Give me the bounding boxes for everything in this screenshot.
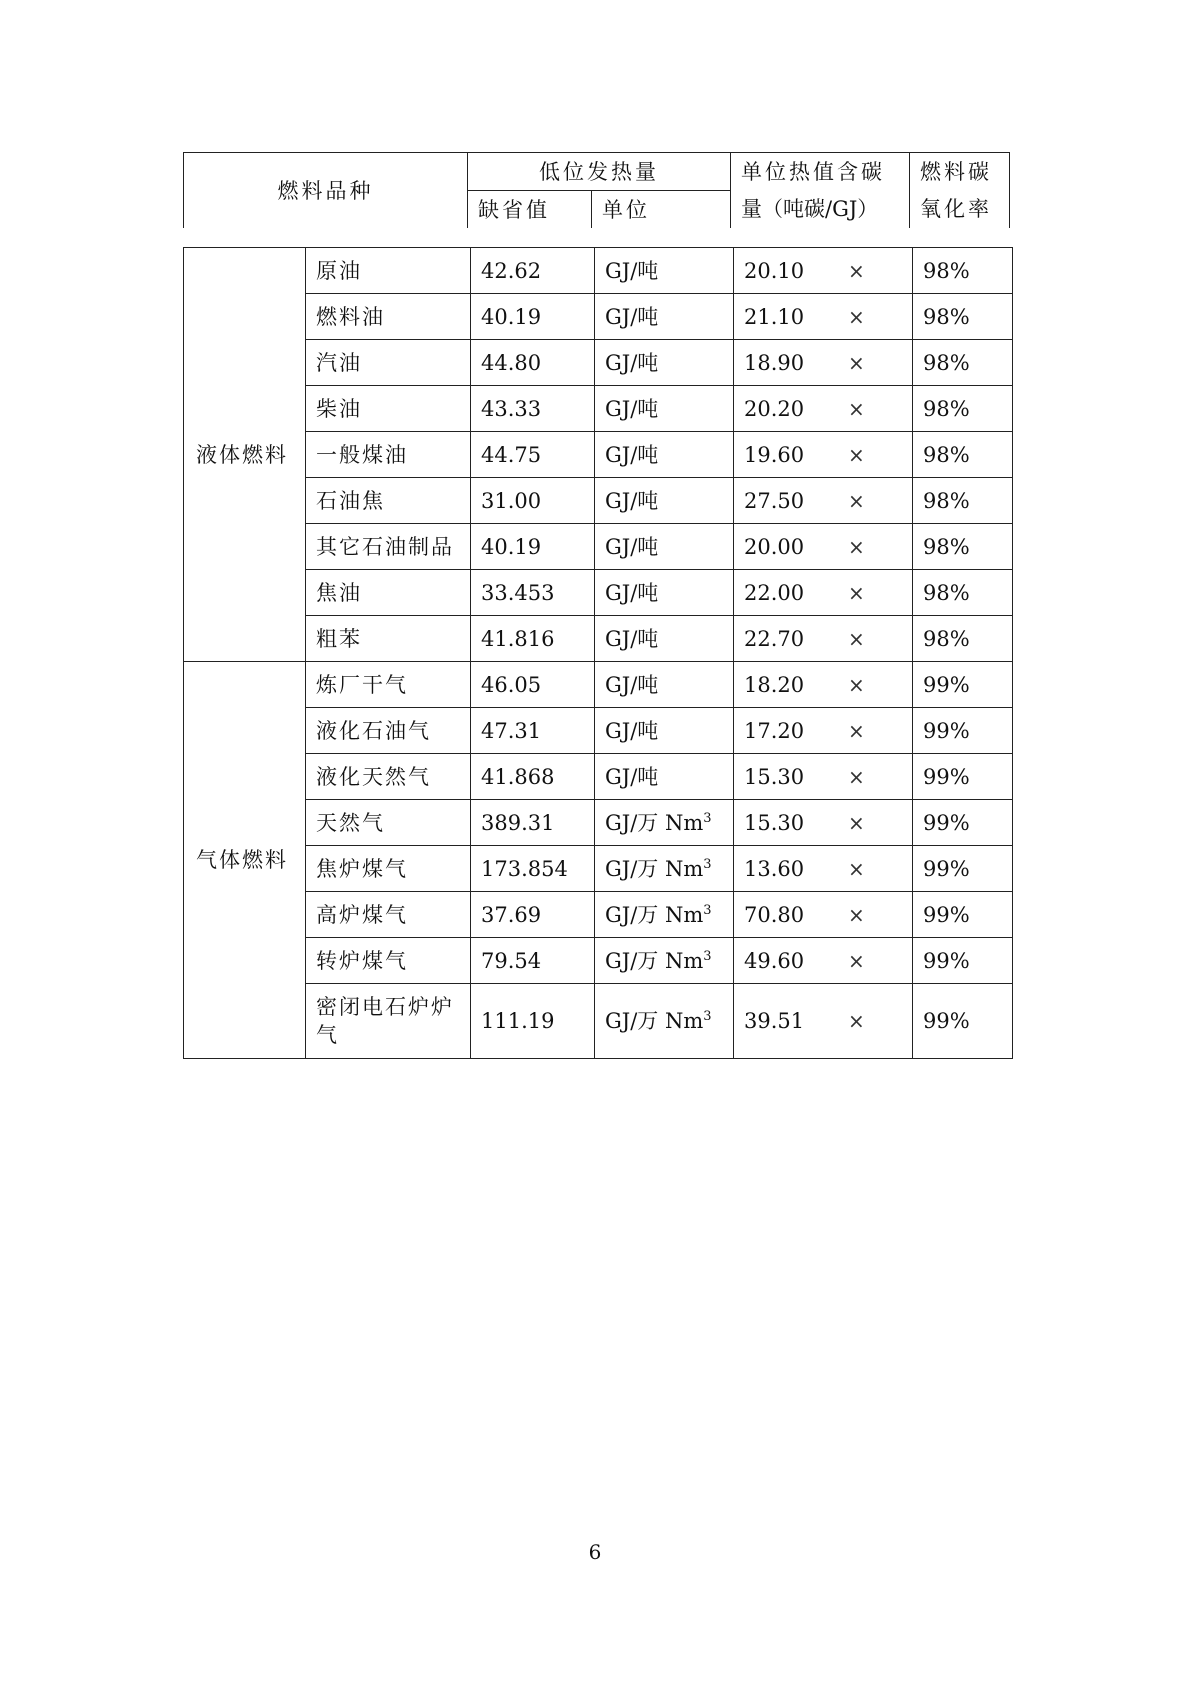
- fuel-name-cell: 粗苯: [306, 616, 471, 662]
- ncv-unit-cell: [595, 386, 734, 432]
- carbon-content-cell: [734, 340, 913, 386]
- ncv-unit-cell: [595, 938, 734, 984]
- oxidation-rate-cell: 99%: [913, 754, 1013, 800]
- multiply-sign: ×: [848, 258, 865, 283]
- fuel-name-cell: 其它石油制品: [306, 524, 471, 570]
- table-row: [184, 754, 1013, 800]
- multiply-sign: ×: [848, 488, 865, 513]
- header-oxid-line2: 氧化率: [910, 191, 1010, 229]
- oxidation-rate-cell: 99%: [913, 800, 1013, 846]
- ncv-unit-cell: [595, 708, 734, 754]
- oxidation-rate-cell: 98%: [913, 570, 1013, 616]
- oxidation-rate-cell: 99%: [913, 892, 1013, 938]
- category-cell: 气体燃料: [184, 662, 306, 1059]
- ncv-unit-cell: [595, 478, 734, 524]
- header-oxid-line1: 燃料碳: [910, 153, 1010, 191]
- carbon-content-cell: [734, 478, 913, 524]
- ncv-value-cell: 40.19: [471, 524, 595, 570]
- multiply-sign: ×: [848, 856, 865, 881]
- carbon-content-cell: [734, 432, 913, 478]
- category-cell: 液体燃料: [184, 248, 306, 662]
- carbon-content-cell: [734, 708, 913, 754]
- fuel-name-cell: 柴油: [306, 386, 471, 432]
- multiply-sign: ×: [848, 948, 865, 973]
- unit-text: GJ/万 Nm: [605, 856, 704, 881]
- carbon-content-cell: [734, 846, 913, 892]
- oxidation-rate-cell: 99%: [913, 846, 1013, 892]
- carbon-value: 18.20: [744, 672, 805, 697]
- ncv-unit-cell: [595, 800, 734, 846]
- header-carbon-line2: 量（吨碳/GJ）: [731, 191, 910, 229]
- ncv-unit-cell: [595, 294, 734, 340]
- table-row: [184, 386, 1013, 432]
- carbon-value: 27.50: [744, 488, 805, 513]
- multiply-sign: ×: [848, 534, 865, 559]
- ncv-value-cell: 173.854: [471, 846, 595, 892]
- ncv-value-cell: 389.31: [471, 800, 595, 846]
- table-row: [184, 294, 1013, 340]
- oxidation-rate-cell: 99%: [913, 708, 1013, 754]
- ncv-value-cell: 33.453: [471, 570, 595, 616]
- ncv-unit-cell: [595, 340, 734, 386]
- oxidation-rate-cell: 98%: [913, 524, 1013, 570]
- fuel-name-cell: 石油焦: [306, 478, 471, 524]
- fuel-name-cell: 天然气: [306, 800, 471, 846]
- unit-text: GJ/吨: [605, 304, 659, 329]
- fuel-name-cell: 密闭电石炉炉气: [306, 984, 471, 1059]
- multiply-sign: ×: [848, 350, 865, 375]
- table-row: [184, 984, 1013, 1059]
- table-row: [184, 432, 1013, 478]
- table-row: [184, 800, 1013, 846]
- ncv-value-cell: 40.19: [471, 294, 595, 340]
- ncv-unit-cell: [595, 662, 734, 708]
- unit-text: GJ/吨: [605, 396, 659, 421]
- unit-text: GJ/吨: [605, 350, 659, 375]
- oxidation-rate-cell: 98%: [913, 340, 1013, 386]
- unit-text: GJ/万 Nm: [605, 1009, 704, 1033]
- header-fuel-type: 燃料品种: [184, 153, 468, 229]
- oxidation-rate-cell: 99%: [913, 938, 1013, 984]
- unit-superscript: 3: [703, 810, 712, 826]
- ncv-unit-cell: [595, 846, 734, 892]
- multiply-sign: ×: [848, 902, 865, 927]
- carbon-value: 15.30: [744, 764, 805, 789]
- carbon-content-cell: [734, 570, 913, 616]
- carbon-value: 13.60: [744, 856, 805, 881]
- multiply-sign: ×: [848, 718, 865, 743]
- unit-superscript: 3: [703, 902, 712, 918]
- header-ncv-default: 缺省值: [468, 191, 592, 229]
- multiply-sign: ×: [848, 672, 865, 697]
- table-row: [184, 616, 1013, 662]
- ncv-unit-cell: [595, 616, 734, 662]
- unit-text: GJ/吨: [605, 442, 659, 467]
- multiply-sign: ×: [848, 396, 865, 421]
- unit-text: GJ/吨: [605, 534, 659, 559]
- ncv-value-cell: 41.868: [471, 754, 595, 800]
- oxidation-rate-cell: 98%: [913, 294, 1013, 340]
- oxidation-rate-cell: 98%: [913, 386, 1013, 432]
- unit-text: GJ/吨: [605, 672, 659, 697]
- ncv-unit-cell: [595, 432, 734, 478]
- ncv-value-cell: 41.816: [471, 616, 595, 662]
- carbon-value: 70.80: [744, 902, 805, 927]
- ncv-unit-cell: [595, 984, 734, 1059]
- carbon-content-cell: [734, 248, 913, 294]
- ncv-value-cell: 44.80: [471, 340, 595, 386]
- ncv-value-cell: 79.54: [471, 938, 595, 984]
- fuel-name-cell: 燃料油: [306, 294, 471, 340]
- table-row: [184, 524, 1013, 570]
- fuel-name-cell: 汽油: [306, 340, 471, 386]
- fuel-name-cell: 焦油: [306, 570, 471, 616]
- table-row: [184, 248, 1013, 294]
- fuel-name-cell: 焦炉煤气: [306, 846, 471, 892]
- multiply-sign: ×: [848, 810, 865, 835]
- unit-text: GJ/万 Nm: [605, 810, 704, 835]
- oxidation-rate-cell: 98%: [913, 248, 1013, 294]
- fuel-name-cell: 液化石油气: [306, 708, 471, 754]
- multiply-sign: ×: [848, 764, 865, 789]
- fuel-table-body: [184, 248, 1013, 1059]
- table-row: [184, 570, 1013, 616]
- carbon-content-cell: [734, 524, 913, 570]
- ncv-value-cell: 44.75: [471, 432, 595, 478]
- fuel-name-cell: 原油: [306, 248, 471, 294]
- carbon-value: 21.10: [744, 304, 805, 329]
- oxidation-rate-cell: 98%: [913, 478, 1013, 524]
- ncv-value-cell: 47.31: [471, 708, 595, 754]
- table-row: [184, 478, 1013, 524]
- unit-superscript: 3: [703, 948, 712, 964]
- ncv-value-cell: 37.69: [471, 892, 595, 938]
- oxidation-rate-cell: 99%: [913, 662, 1013, 708]
- carbon-content-cell: [734, 386, 913, 432]
- table-row: [184, 708, 1013, 754]
- ncv-unit-cell: [595, 570, 734, 616]
- unit-text: GJ/万 Nm: [605, 948, 704, 973]
- carbon-value: 22.00: [744, 580, 805, 605]
- fuel-name-cell: 炼厂干气: [306, 662, 471, 708]
- carbon-content-cell: [734, 800, 913, 846]
- unit-text: GJ/万 Nm: [605, 902, 704, 927]
- carbon-content-cell: [734, 892, 913, 938]
- carbon-value: 49.60: [744, 948, 805, 973]
- ncv-value-cell: 31.00: [471, 478, 595, 524]
- fuel-table: [183, 247, 1013, 1059]
- header-carbon-line1: 单位热值含碳: [731, 153, 910, 191]
- carbon-content-cell: [734, 938, 913, 984]
- multiply-sign: ×: [848, 1009, 865, 1033]
- carbon-value: 15.30: [744, 810, 805, 835]
- oxidation-rate-cell: 99%: [913, 984, 1013, 1059]
- carbon-content-cell: [734, 662, 913, 708]
- ncv-unit-cell: [595, 892, 734, 938]
- page-number: 6: [588, 1540, 602, 1564]
- carbon-value: 20.20: [744, 396, 805, 421]
- carbon-value: 22.70: [744, 626, 805, 651]
- carbon-value: 18.90: [744, 350, 805, 375]
- ncv-value-cell: 43.33: [471, 386, 595, 432]
- carbon-value: 19.60: [744, 442, 805, 467]
- header-ncv-unit: 单位: [592, 191, 731, 229]
- header-ncv-group: 低位发热量: [468, 153, 731, 191]
- carbon-content-cell: [734, 754, 913, 800]
- carbon-value: 39.51: [744, 1009, 805, 1033]
- unit-text: GJ/吨: [605, 718, 659, 743]
- fuel-name-cell: 一般煤油: [306, 432, 471, 478]
- carbon-value: 20.00: [744, 534, 805, 559]
- oxidation-rate-cell: 98%: [913, 616, 1013, 662]
- ncv-unit-cell: [595, 524, 734, 570]
- multiply-sign: ×: [848, 626, 865, 651]
- carbon-content-cell: [734, 294, 913, 340]
- unit-text: GJ/吨: [605, 764, 659, 789]
- ncv-value-cell: 42.62: [471, 248, 595, 294]
- unit-superscript: 3: [703, 1009, 712, 1024]
- carbon-content-cell: [734, 616, 913, 662]
- unit-text: GJ/吨: [605, 580, 659, 605]
- unit-superscript: 3: [703, 856, 712, 872]
- multiply-sign: ×: [848, 304, 865, 329]
- ncv-value-cell: 46.05: [471, 662, 595, 708]
- fuel-name-cell: 转炉煤气: [306, 938, 471, 984]
- table-row: [184, 938, 1013, 984]
- fuel-name-cell: 液化天然气: [306, 754, 471, 800]
- oxidation-rate-cell: 98%: [913, 432, 1013, 478]
- table-row: [184, 892, 1013, 938]
- table-row: [184, 662, 1013, 708]
- carbon-value: 17.20: [744, 718, 805, 743]
- multiply-sign: ×: [848, 442, 865, 467]
- table-row: [184, 340, 1013, 386]
- ncv-value-cell: 111.19: [471, 984, 595, 1059]
- table-row: [184, 846, 1013, 892]
- carbon-value: 20.10: [744, 258, 805, 283]
- multiply-sign: ×: [848, 580, 865, 605]
- ncv-unit-cell: [595, 754, 734, 800]
- unit-text: GJ/吨: [605, 626, 659, 651]
- ncv-unit-cell: [595, 248, 734, 294]
- table-header: [183, 152, 1010, 228]
- carbon-content-cell: [734, 984, 913, 1059]
- unit-text: GJ/吨: [605, 488, 659, 513]
- unit-text: GJ/吨: [605, 258, 659, 283]
- fuel-name-cell: 高炉煤气: [306, 892, 471, 938]
